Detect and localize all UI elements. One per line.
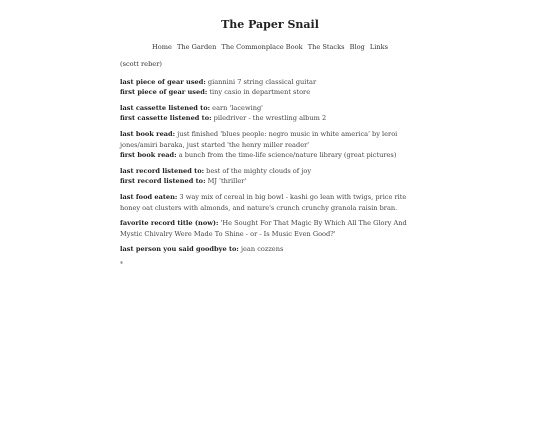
interview-content (120, 59, 420, 271)
answer-text: 3 way mix of cereal in big bowl - kashi go lean with twigs, price rite honey oat clusters with almonds, and nature's crunch crunchy granola raisin bran. (120, 192, 407, 212)
main-nav (120, 42, 420, 52)
answer-text: 'He Sought For That Magic By Which All The Glory And Mystic Chivalry Were Made To Shine - or - Is Music Even Good?' (120, 219, 407, 238)
nav-links[interactable]: Links (369, 43, 389, 51)
qa-group-record (120, 166, 420, 187)
question-label: last book read: (120, 129, 176, 138)
answer-text: MJ 'thriller' (207, 177, 247, 186)
question-label: first record listened to: (120, 177, 206, 186)
nav-home[interactable]: Home (151, 43, 172, 51)
nav-the-stacks[interactable]: The Stacks (307, 43, 345, 51)
answer-text: best of the mighty clouds of joy (206, 166, 312, 175)
qa-group-cassette (120, 103, 420, 124)
qa-group-favorite-title (120, 218, 420, 239)
author-credit: (scott reber) (120, 60, 162, 68)
nav-the-garden[interactable]: The Garden (176, 43, 217, 51)
qa-group-gear (120, 77, 420, 98)
answer-text: tiny casio in department store (209, 88, 311, 97)
question-label: favorite record title (now): (120, 219, 219, 228)
question-label: last food eaten: (120, 192, 178, 201)
answer-text: piledriver - the wrestling album 2 (213, 114, 327, 123)
question-label: first cassette listened to: (120, 114, 212, 123)
question-label: first piece of gear used: (120, 88, 208, 97)
answer-text: jean cozzens (240, 245, 284, 254)
site-title: The Paper Snail (221, 18, 319, 31)
question-label: last person you said goodbye to: (120, 245, 239, 254)
page-container (120, 17, 420, 271)
answer-text: a bunch from the time-life science/nature library (great pictures) (178, 151, 397, 160)
question-label: last record listened to: (120, 166, 205, 175)
question-label: first book read: (120, 151, 177, 160)
answer-text: earn 'lacewing' (212, 103, 263, 112)
qa-group-food (120, 192, 420, 213)
nav-the-commonplace-book[interactable]: The Commonplace Book (221, 43, 303, 51)
nav-blog[interactable]: Blog (349, 43, 365, 51)
qa-group-goodbye (120, 244, 420, 255)
end-asterisk: * (120, 260, 123, 268)
answer-text: giannini 7 string classical guitar (207, 77, 317, 86)
question-label: last cassette listened to: (120, 103, 211, 112)
question-label: last piece of gear used: (120, 77, 206, 86)
qa-group-book (120, 129, 420, 161)
answer-text: just finished 'blues people: negro music in white america' by leroi jones/amiri baraka, just started 'the henry miller reader' (120, 129, 398, 149)
